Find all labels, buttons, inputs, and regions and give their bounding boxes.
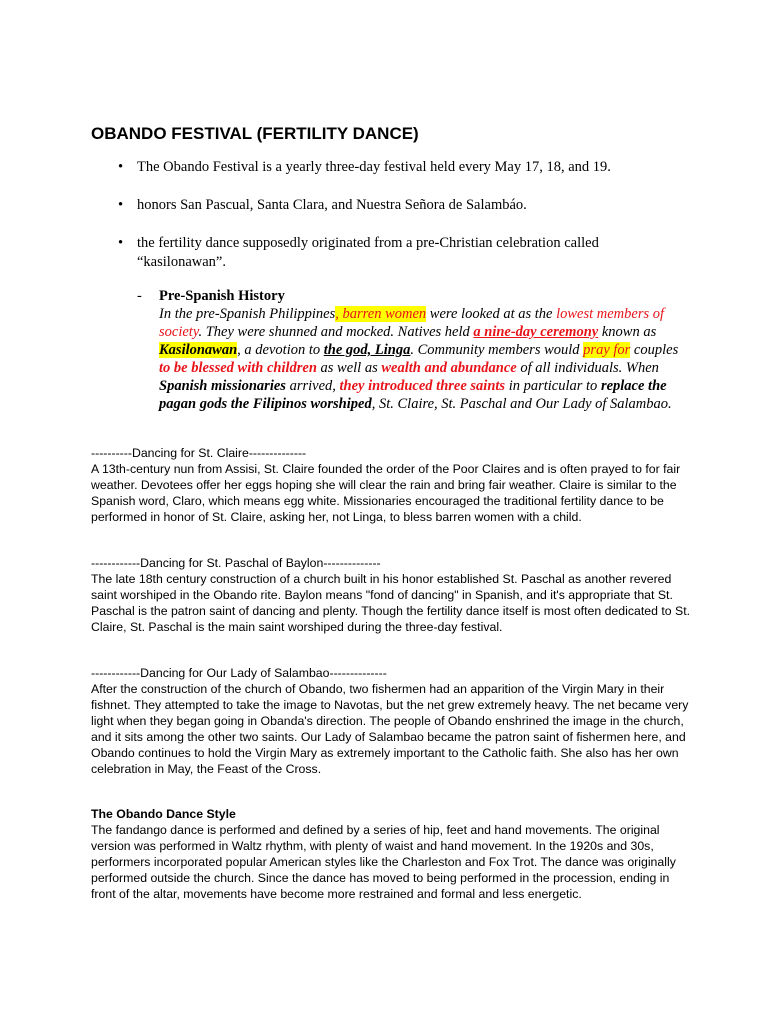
- history-text: , a devotion to: [237, 342, 324, 358]
- history-text: were looked at as the: [426, 306, 557, 322]
- section-lady-salambao: [91, 665, 691, 777]
- history-text: . Community members would: [410, 342, 584, 358]
- section-heading: ------------Dancing for Our Lady of Salambao--------------: [91, 666, 387, 680]
- history-text: of all individuals. When: [516, 360, 659, 376]
- history-red-lowest-members: lowest members of society: [159, 306, 665, 340]
- section-dance-style: [91, 806, 691, 902]
- history-red-three-saints: they introduced three saints: [339, 378, 506, 394]
- history-highlight-pray-for: pray for: [583, 342, 631, 358]
- history-text: couples: [630, 342, 679, 358]
- section-body: After the construction of the church of Obando, two fishermen had an apparition of the Virgin Mary in their fishnet. They attempted to take the image to Navotas, but the net grew extremely heavy. The net became very light when they began going in Obanda's direction. The people of Obando enshrined the image in the church, and it sits among the other two saints. Our Lady of Salambao became the patron saint of fishermen here, and Obando continues to hold the Virgin Mary as extremely important to the Catholic faith. She also has her own celebration in May, the Feast of the Cross.: [91, 682, 689, 776]
- section-st-paschal: [91, 555, 691, 635]
- bullet-text: the fertility dance supposedly originated from a pre-Christian celebration called “kasilonawan”.: [137, 235, 599, 270]
- pre-spanish-paragraph: [159, 305, 689, 413]
- section-body: The fandango dance is performed and defined by a series of hip, feet and hand movements. The original version was performed in Waltz rhythm, with plenty of waist and hand movement. In the 1920s and 30s, performers incorporated popular American styles like the Charleston and Fox Trot. The dance was originally performed outside the church. Since the dance has moved to being performed in the procession, ending in front of the altar, movements have become more restrained and formal and less energetic.: [91, 823, 676, 901]
- history-text: in particular to: [505, 378, 601, 394]
- section-st-claire: [91, 445, 691, 525]
- section-heading: ------------Dancing for St. Paschal of Baylon--------------: [91, 556, 381, 570]
- history-highlight-kasilonawan: Kasilonawan: [159, 342, 238, 358]
- bullet-text: honors San Pascual, Santa Clara, and Nuestra Señora de Salambáo.: [137, 197, 527, 213]
- bullet-icon: •: [118, 235, 124, 251]
- history-bold-replace-pagan-gods: replace the pagan gods the Filipinos worshiped: [159, 378, 667, 412]
- section-body: A 13th-century nun from Assisi, St. Claire founded the order of the Poor Claires and is often prayed to for fair weather. Devotees offer her eggs hoping she will clear the rain and bring fair weather. Claire is similar to the Spanish word, Claro, which means egg white. Missionaries encouraged the traditional fertility dance to be performed in honor of St. Claire, asking her, not Linga, to bless barren women with a child.: [91, 462, 681, 524]
- history-text: In the pre-Spanish Philippines: [159, 306, 336, 322]
- history-text: known as: [598, 324, 657, 340]
- history-red-blessed-children: to be blessed with children: [159, 360, 317, 376]
- history-text: arrived,: [285, 378, 340, 394]
- history-text: as well as: [316, 360, 382, 376]
- history-bold-spanish-missionaries: Spanish missionaries: [159, 378, 286, 394]
- history-red-wealth-abundance: wealth and abundance: [381, 360, 517, 376]
- pre-spanish-heading: Pre-Spanish History: [159, 288, 285, 304]
- dash-marker: -: [137, 288, 142, 304]
- bullet-icon: •: [118, 159, 124, 175]
- history-red-nine-day-ceremony: a nine-day ceremony: [473, 324, 599, 340]
- section-heading: ----------Dancing for St. Claire--------------: [91, 446, 307, 460]
- bullet-text: The Obando Festival is a yearly three-day festival held every May 17, 18, and 19.: [137, 159, 611, 175]
- history-text: , St. Claire, St. Paschal and Our Lady of Salambao.: [371, 396, 672, 412]
- section-heading: The Obando Dance Style: [91, 807, 236, 821]
- bullet-icon: •: [118, 197, 124, 213]
- history-god-linga: the god, Linga: [323, 342, 411, 358]
- document-title: OBANDO FESTIVAL (FERTILITY DANCE): [91, 124, 419, 143]
- history-highlight-barren-women: , barren women: [335, 306, 427, 322]
- history-text: . They were shunned and mocked. Natives held: [198, 324, 474, 340]
- section-body: The late 18th century construction of a church built in his honor established St. Paschal as another revered saint worshiped in the Obando rite. Baylon means "fond of dancing" in Spanish, and it's appropriate that St. Paschal is the patron saint of dancing and plenty. Though the fertility dance itself is most often dedicated to St. Claire, St. Paschal is the main saint worshiped during the three-day festival.: [91, 572, 691, 634]
